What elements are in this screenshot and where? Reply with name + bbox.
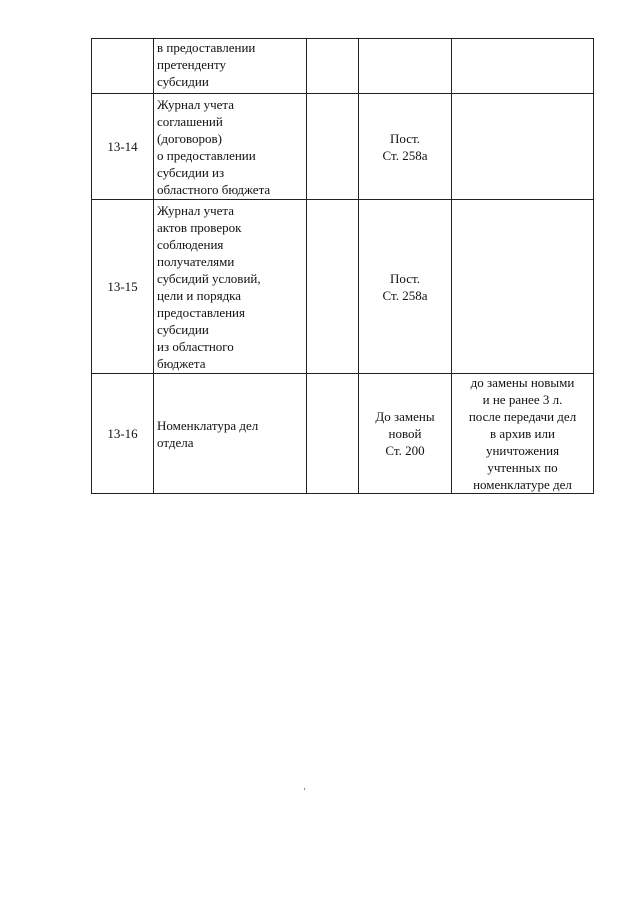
row-count xyxy=(307,39,359,94)
title-line: о предоставлении xyxy=(157,147,256,163)
row-count xyxy=(307,374,359,494)
row-title xyxy=(154,94,307,200)
note-line: уничтожения xyxy=(485,443,560,458)
row-note xyxy=(452,39,594,94)
row-title xyxy=(154,200,307,374)
table-row xyxy=(92,200,594,374)
row-index: 13-14 xyxy=(92,94,154,200)
table-row xyxy=(92,374,594,494)
title-line: из областного xyxy=(157,338,234,354)
row-count xyxy=(307,94,359,200)
note-line: и не ранее 3 л. xyxy=(482,392,563,407)
row-note xyxy=(452,200,594,374)
note-line: номенклатуре дел xyxy=(473,477,572,492)
row-note xyxy=(452,94,594,200)
term-line: Ст. 258а xyxy=(382,147,428,163)
title-line: субсидий условий, xyxy=(157,270,261,286)
title-line: цели и порядка xyxy=(157,287,242,303)
title-line: (договоров) xyxy=(157,130,222,146)
row-title xyxy=(154,39,307,94)
table-row xyxy=(92,39,594,94)
row-index: 13-16 xyxy=(92,374,154,494)
table-row xyxy=(92,94,594,200)
title-line: претенденту xyxy=(157,57,226,72)
term-line: Пост. xyxy=(390,270,420,286)
title-line: субсидии xyxy=(157,321,209,337)
row-count xyxy=(307,200,359,374)
term-line: Ст. 200 xyxy=(385,443,425,458)
note-line: в архив или xyxy=(490,426,555,441)
title-line: субсидии из xyxy=(157,164,225,180)
note-line: учтенных по xyxy=(487,460,558,475)
title-line: получателями xyxy=(157,253,235,269)
title-line: Журнал учета xyxy=(157,96,235,112)
title-line: предоставления xyxy=(157,304,245,320)
row-term xyxy=(359,94,452,200)
term-line: Ст. 258а xyxy=(382,287,428,303)
row-note xyxy=(452,374,594,494)
title-line: областного бюджета xyxy=(157,181,271,197)
row-term xyxy=(359,200,452,374)
term-line: Пост. xyxy=(390,130,420,146)
row-term xyxy=(359,374,452,494)
row-index xyxy=(92,39,154,94)
row-index: 13-15 xyxy=(92,200,154,374)
title-line: субсидии xyxy=(157,74,209,89)
note-line: после передачи дел xyxy=(468,409,577,424)
title-line: актов проверок xyxy=(157,219,242,235)
title-line: бюджета xyxy=(157,355,206,371)
title-line: соблюдения xyxy=(157,236,224,252)
row-title xyxy=(154,374,307,494)
row-term xyxy=(359,39,452,94)
footer-mark: ʻ xyxy=(303,786,306,796)
term-line: До замены xyxy=(375,409,435,424)
title-line: в предоставлении xyxy=(157,40,256,55)
title-line: соглашений xyxy=(157,113,223,129)
term-line: новой xyxy=(388,426,422,441)
title-line: отдела xyxy=(157,434,194,450)
title-line: Номенклатура дел xyxy=(157,417,259,433)
title-line: Журнал учета xyxy=(157,202,235,218)
nomenclature-table xyxy=(91,38,594,494)
note-line: до замены новыми xyxy=(470,375,575,390)
